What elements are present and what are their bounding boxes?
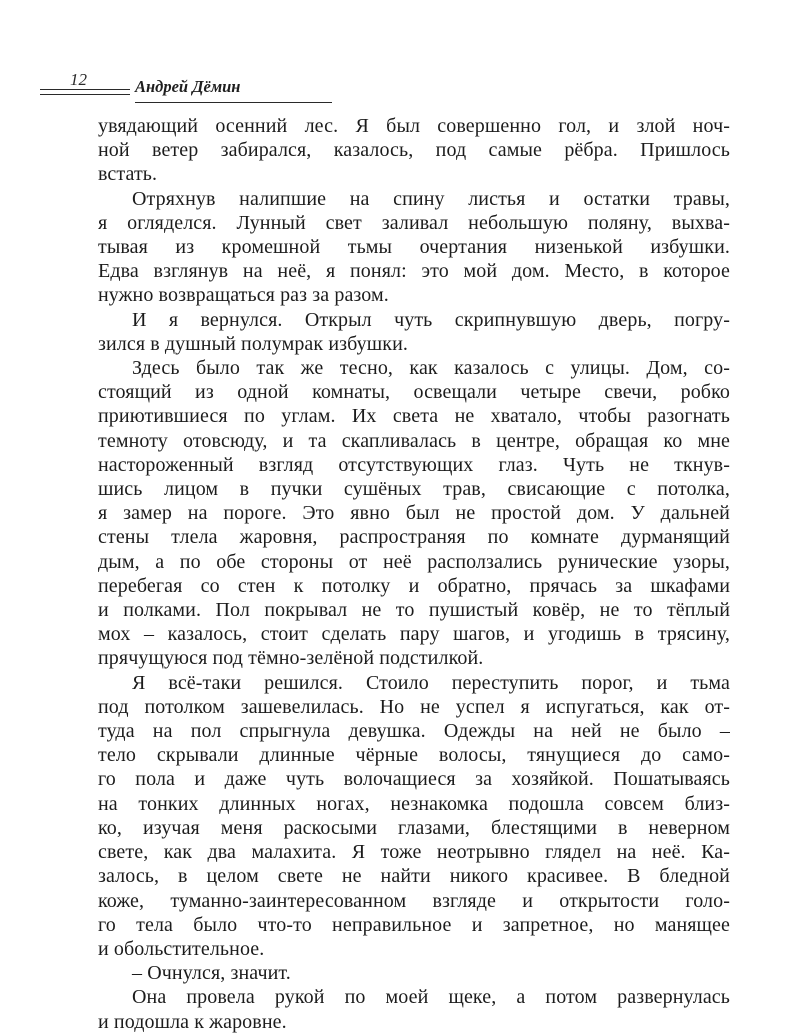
- text-line: го пола и даже чуть волочащиеся за хозяйкой. Пошатываясь: [98, 768, 730, 791]
- text-line: я замер на пороге. Это явно был не простой дом. У дальней: [98, 502, 730, 525]
- text-line: Едва взглянув на неё, я понял: это мой дом. Место, в которое: [98, 260, 730, 283]
- header-rule-top: [40, 89, 130, 90]
- text-line: коже, туманно-заинтересованном взгляде и открытости голо-: [98, 889, 730, 912]
- text-line: я огляделся. Лунный свет заливал небольшую поляну, выхва-: [98, 211, 730, 234]
- paragraph: [98, 187, 730, 308]
- paragraph: [98, 356, 730, 671]
- author-name: Андрей Дёмин: [135, 77, 241, 96]
- text-line: стоящий из одной комнаты, освещали четыре свечи, робко: [98, 381, 730, 404]
- text-line: и подошла к жаровне.: [98, 1010, 287, 1033]
- text-line: и обольстительное.: [98, 937, 265, 960]
- text-line: ной ветер забирался, казалось, под самые рёбра. Пришлось: [98, 139, 730, 162]
- text-line: увядающий осенний лес. Я был совершенно гол, и злой ноч-: [98, 115, 730, 137]
- text-line: встать.: [98, 163, 158, 186]
- page-number: 12: [70, 70, 87, 89]
- text-line: под потолком зашевелилась. Но не успел я испугаться, как от-: [98, 695, 730, 718]
- text-line: зился в душный полумрак избушки.: [98, 332, 408, 355]
- paragraph: [98, 308, 730, 356]
- text-line: го тела было что-то неправильное и запретное, но манящее: [98, 913, 730, 936]
- text-line: темноту отовсюду, и та скапливалась в центре, обращая ко мне: [98, 429, 730, 452]
- text-line: тывая из кромешной тьмы очертания низенькой избушки.: [98, 236, 730, 259]
- text-line: перебегая со стен к потолку и обратно, прячась за шкафами: [98, 574, 730, 597]
- text-line: Я всё-таки решился. Стоило переступить порог, и тьма: [132, 671, 730, 694]
- paragraph: [98, 671, 730, 961]
- text-line: нужно возвращаться раз за разом.: [98, 284, 389, 307]
- running-header: [40, 68, 340, 108]
- text-line: прячущуюся под тёмно-зелёной подстилкой.: [98, 647, 484, 670]
- paragraph: [98, 985, 730, 1033]
- text-line: И я вернулся. Открыл чуть скрипнувшую дверь, погру-: [132, 308, 730, 331]
- text-line: Здесь было так же тесно, как казалось с улицы. Дом, со-: [132, 357, 730, 380]
- text-line: Она провела рукой по моей щеке, а потом развернулась: [132, 986, 730, 1009]
- text-line: шись лицом в пучки сушёных трав, свисающие с потолка,: [98, 478, 730, 501]
- header-rule-bottom: [135, 102, 332, 103]
- text-line: тело скрывали длинные чёрные волосы, тянущиеся до само-: [98, 744, 730, 767]
- text-line: залось, в целом свете не найти никого красивее. В бледной: [98, 865, 730, 888]
- text-line: свете, как два малахита. Я тоже неотрывно глядел на неё. Ка-: [98, 841, 730, 864]
- text-line: ко, изучая меня раскосыми глазами, блестящими в неверном: [98, 816, 730, 839]
- header-rule-middle: [40, 94, 130, 95]
- text-line: стены тлела жаровня, распространяя по комнате дурманящий: [98, 526, 730, 549]
- body-text: [98, 114, 730, 1034]
- text-line: мох – казалось, стоит сделать пару шагов, и угодишь в трясину,: [98, 623, 730, 646]
- paragraph: [98, 114, 730, 187]
- text-line: приютившиеся по углам. Их света не хватало, чтобы разогнать: [98, 405, 730, 428]
- text-line: туда на пол спрыгнула девушка. Одежды на ней не было –: [98, 720, 730, 743]
- text-line: настороженный взгляд отсутствующих глаз. Чуть не ткнув-: [98, 453, 730, 476]
- text-line: и полками. Пол покрывал не то пушистый ковёр, не то тёплый: [98, 599, 730, 622]
- text-line: на тонких длинных ногах, незнакомка подошла совсем близ-: [98, 792, 730, 815]
- text-line: дым, а по обе стороны от неё расползались рунические узоры,: [98, 550, 730, 573]
- text-line: Отряхнув налипшие на спину листья и остатки травы,: [132, 187, 730, 210]
- text-line: – Очнулся, значит.: [132, 962, 291, 985]
- paragraph: [98, 961, 730, 985]
